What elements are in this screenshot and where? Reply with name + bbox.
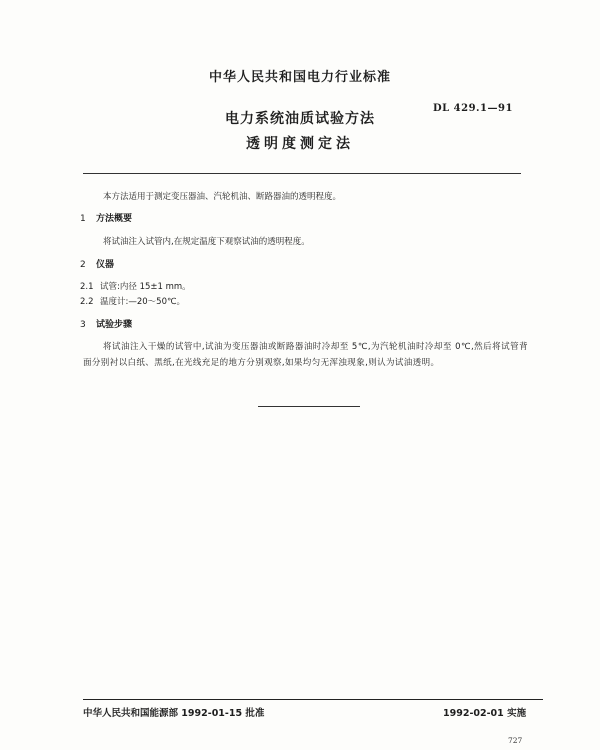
approval-line: 中华人民共和国能源部 1992-01-15 批准: [83, 708, 265, 719]
end-divider: [258, 406, 360, 407]
section-2-2: [80, 296, 185, 308]
section-3-text: 将试油注入干燥的试管中,试油为变压器油或断路器油时冷却至 5℃,为汽轮机油时冷却至 0℃,然后将试管背面分别衬以白纸、黑纸,在光线充足的地方分别观察,如果均匀无浑浊现象,则认为试油透明。: [83, 342, 528, 368]
document-title: 电力系统油质试验方法: [225, 111, 375, 127]
section-2-1: [80, 281, 191, 293]
standard-code: DL 429.1—91: [433, 103, 513, 114]
document-subtitle: 透明度测定法: [246, 136, 354, 152]
section-1-number: 1: [80, 214, 86, 224]
footer-divider: [83, 699, 543, 700]
section-2-heading: [80, 259, 114, 271]
section-2-2-text: 温度计:—20～50℃。: [100, 297, 186, 307]
section-3-heading: [80, 319, 132, 331]
section-2-1-text: 试管:内径 15±1 mm。: [100, 282, 191, 292]
section-1-title: 方法概要: [96, 214, 133, 224]
section-3-title: 试验步骤: [96, 320, 133, 330]
section-2-2-number: 2.2: [80, 297, 94, 307]
intro-paragraph: 本方法适用于测定变压器油、汽轮机油、断路器油的透明程度。: [103, 192, 342, 202]
implementation-date: 1992-02-01 实施: [443, 708, 527, 719]
section-1-heading: [80, 213, 132, 225]
section-1-text: 将试油注入试管内,在规定温度下观察试油的透明程度。: [103, 237, 310, 247]
section-2-1-number: 2.1: [80, 282, 94, 292]
section-3-number: 3: [80, 320, 86, 330]
header-divider: [83, 173, 521, 174]
section-2-title: 仪器: [96, 260, 115, 270]
section-2-number: 2: [80, 260, 86, 270]
standard-title: 中华人民共和国电力行业标准: [208, 70, 391, 85]
page-number: 727: [508, 736, 523, 745]
